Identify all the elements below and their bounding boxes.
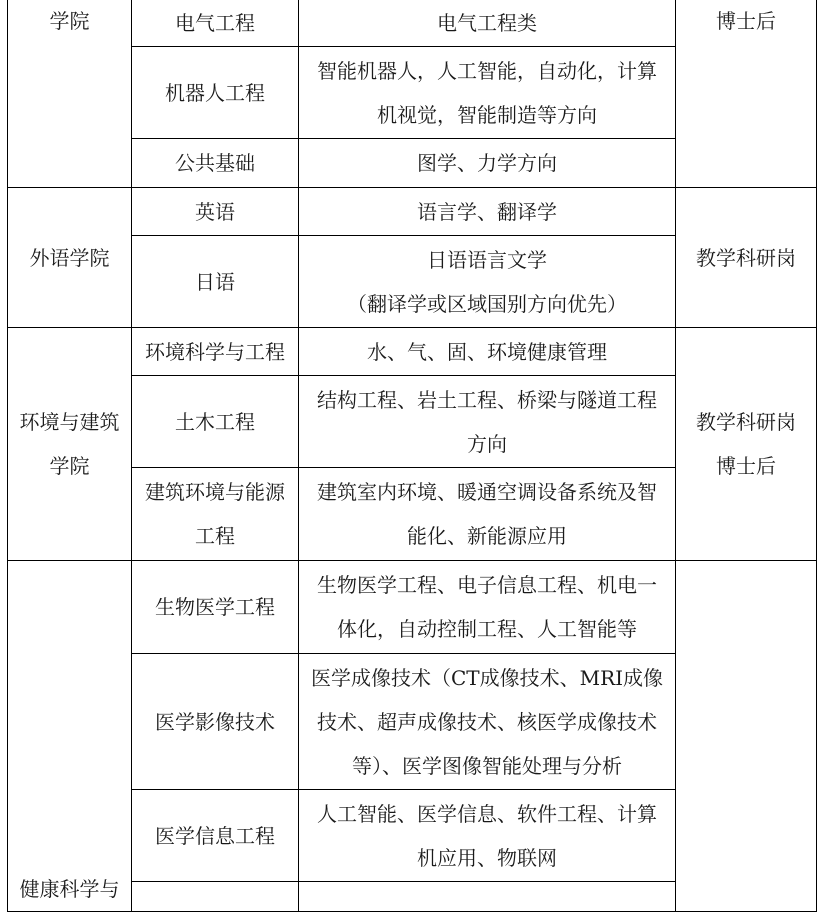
direction-cell (299, 236, 676, 328)
direction-cell-text: 机视觉，智能制造等方向 (377, 102, 597, 127)
table-body (8, 0, 817, 912)
direction-cell-text: 技术、超声成像技术、核医学成像技术 (317, 709, 657, 734)
recruitment-table (7, 0, 817, 912)
position-cell (676, 561, 817, 912)
direction-cell (299, 188, 676, 236)
major-cell-text: 电气工程 (175, 10, 255, 35)
direction-cell (299, 654, 676, 790)
direction-cell-text: 结构工程、岩土工程、桥梁与隧道工程 (317, 387, 657, 412)
major-cell-text: 医学影像技术 (155, 709, 275, 734)
major-cell (132, 790, 299, 882)
table-row (8, 328, 817, 376)
major-cell (132, 882, 299, 912)
table-row (8, 0, 817, 47)
major-cell (132, 47, 299, 139)
direction-cell-text: 能化、新能源应用 (407, 524, 567, 548)
college-cell (8, 328, 132, 561)
direction-cell (299, 376, 676, 468)
major-cell (132, 236, 299, 328)
position-cell (676, 0, 817, 188)
table-row (8, 188, 817, 236)
major-cell-text: 医学信息工程 (155, 823, 275, 848)
major-cell (132, 139, 299, 188)
college-cell-text: 外语学院 (29, 245, 110, 270)
direction-cell-text: 建筑室内环境、暖通空调设备系统及智 (317, 480, 657, 504)
direction-cell (299, 561, 676, 654)
direction-cell (299, 882, 676, 912)
college-cell-text: 健康科学与 (19, 877, 120, 901)
direction-cell (299, 139, 676, 188)
college-cell (8, 188, 132, 328)
major-cell-text: 机器人工程 (165, 80, 265, 105)
major-cell (132, 376, 299, 468)
direction-cell-text: 方向 (467, 431, 507, 456)
direction-cell (299, 47, 676, 139)
major-cell (132, 188, 299, 236)
major-cell-text: 土木工程 (175, 409, 255, 434)
major-cell (132, 561, 299, 654)
major-cell-text: 工程 (195, 524, 235, 548)
college-cell (8, 0, 132, 188)
direction-cell (299, 328, 676, 376)
direction-cell-text: 等）、医学图像智能处理与分析 (352, 753, 622, 778)
major-cell-text: 建筑环境与能源 (145, 480, 285, 504)
direction-cell-text: 电气工程类 (437, 10, 537, 35)
major-cell-text: 环境科学与工程 (145, 339, 285, 364)
direction-cell-text: 生物医学工程、电子信息工程、机电一 (317, 573, 657, 597)
major-cell-text: 日语 (195, 269, 235, 294)
position-cell-text: 博士后 (716, 9, 776, 33)
direction-cell (299, 790, 676, 882)
direction-cell (299, 468, 676, 561)
major-cell (132, 0, 299, 47)
direction-cell (299, 0, 676, 47)
major-cell-text: 生物医学工程 (155, 595, 275, 619)
position-cell-text: 教学科研岗 (696, 410, 796, 434)
direction-cell-text: （翻译学或区域国别方向优先） (347, 291, 627, 316)
direction-cell-text: 体化，自动控制工程、人工智能等 (337, 617, 637, 641)
major-cell (132, 654, 299, 790)
major-cell-text: 英语 (195, 199, 235, 224)
direction-cell-text: 语言学、翻译学 (417, 199, 557, 224)
direction-cell-text: 人工智能、医学信息、软件工程、计算 (317, 801, 657, 826)
direction-cell-text: 日语语言文学 (427, 247, 547, 272)
position-cell-text: 博士后 (716, 454, 776, 478)
major-cell-text: 公共基础 (175, 151, 255, 175)
college-cell (8, 561, 132, 912)
position-cell (676, 188, 817, 328)
direction-cell-text: 水、气、固、环境健康管理 (367, 339, 607, 364)
college-cell-text: 环境与建筑 (19, 410, 120, 434)
college-cell-text: 学院 (49, 9, 90, 33)
major-cell (132, 468, 299, 561)
direction-cell-text: 医学成像技术（CT成像技术、MRI成像 (310, 665, 664, 690)
table-row (8, 561, 817, 654)
direction-cell-text: 机应用、物联网 (417, 845, 557, 870)
direction-cell-text: 智能机器人，人工智能，自动化，计算 (317, 58, 657, 83)
college-cell-text: 学院 (49, 454, 90, 478)
position-cell (676, 328, 817, 561)
position-cell-text: 教学科研岗 (696, 245, 796, 270)
major-cell (132, 328, 299, 376)
direction-cell-text: 图学、力学方向 (417, 151, 557, 175)
